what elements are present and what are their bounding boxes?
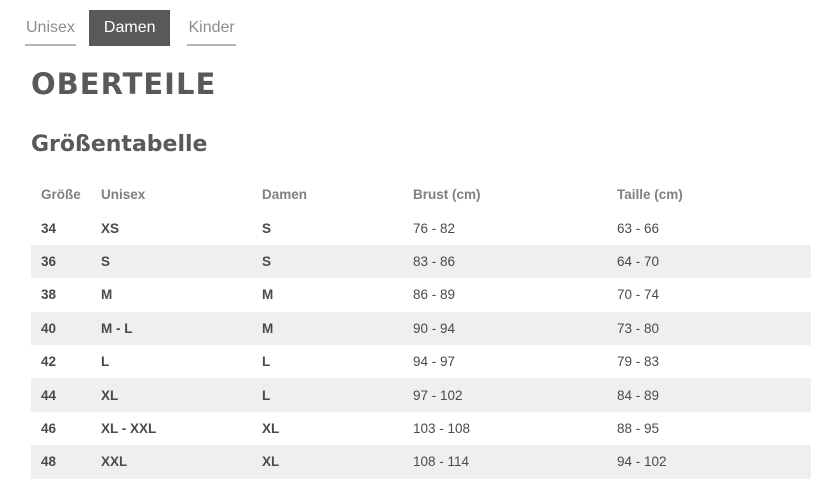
cell-groesse: 46 — [41, 420, 57, 436]
table-row — [31, 345, 811, 378]
header-damen: Damen — [262, 187, 308, 203]
header-brust: Brust (cm) — [413, 187, 481, 203]
cell-taille: 79 - 83 — [617, 354, 660, 370]
cell-brust: 108 - 114 — [403, 445, 607, 478]
cell-taille: 64 - 70 — [607, 245, 811, 278]
tab-damen[interactable]: Damen — [89, 10, 171, 46]
cell-unisex: XS — [101, 220, 120, 236]
table-row — [31, 278, 811, 311]
cell-taille: 94 - 102 — [607, 445, 811, 478]
cell-damen: L — [252, 378, 403, 411]
cell-brust: 103 - 108 — [413, 420, 471, 436]
page-title: OBERTEILE — [31, 67, 217, 101]
cell-unisex: XXL — [91, 445, 252, 478]
header-groesse: Größe — [41, 187, 81, 203]
table-body — [31, 211, 811, 478]
header-unisex: Unisex — [101, 187, 146, 203]
cell-groesse: 38 — [41, 287, 57, 303]
table-row — [31, 312, 811, 345]
cell-unisex: M - L — [91, 312, 252, 345]
cell-taille: 73 - 80 — [607, 312, 811, 345]
cell-brust: 86 - 89 — [413, 287, 456, 303]
cell-damen: M — [262, 287, 274, 303]
table-row — [31, 245, 811, 278]
cell-damen: S — [262, 220, 272, 236]
cell-groesse: 42 — [41, 354, 57, 370]
cell-unisex: S — [91, 245, 252, 278]
gender-tabs — [25, 10, 236, 46]
cell-unisex: L — [101, 354, 110, 370]
cell-unisex: XL - XXL — [101, 420, 157, 436]
table-row — [31, 412, 811, 445]
header-taille: Taille (cm) — [617, 187, 683, 203]
cell-taille: 88 - 95 — [617, 420, 660, 436]
table-row — [31, 378, 811, 411]
cell-brust: 94 - 97 — [413, 354, 456, 370]
cell-damen: XL — [252, 445, 403, 478]
cell-damen: S — [252, 245, 403, 278]
cell-brust: 83 - 86 — [403, 245, 607, 278]
table-header-row — [31, 178, 811, 211]
cell-unisex: XL — [91, 378, 252, 411]
size-chart-heading: Größentabelle — [31, 132, 208, 157]
cell-unisex: M — [101, 287, 113, 303]
size-table — [31, 178, 811, 479]
cell-groesse: 36 — [31, 245, 91, 278]
table-row — [31, 445, 811, 478]
cell-brust: 76 - 82 — [413, 220, 456, 236]
tab-unisex[interactable]: Unisex — [25, 10, 76, 46]
cell-taille: 70 - 74 — [617, 287, 660, 303]
cell-groesse: 34 — [41, 220, 57, 236]
cell-groesse: 44 — [31, 378, 91, 411]
cell-groesse: 40 — [31, 312, 91, 345]
cell-damen: XL — [262, 420, 280, 436]
cell-groesse: 48 — [31, 445, 91, 478]
tab-kinder[interactable]: Kinder — [187, 10, 235, 46]
cell-taille: 63 - 66 — [617, 220, 660, 236]
cell-brust: 90 - 94 — [403, 312, 607, 345]
cell-damen: L — [262, 354, 271, 370]
cell-taille: 84 - 89 — [607, 378, 811, 411]
cell-brust: 97 - 102 — [403, 378, 607, 411]
cell-damen: M — [252, 312, 403, 345]
table-row — [31, 211, 811, 244]
